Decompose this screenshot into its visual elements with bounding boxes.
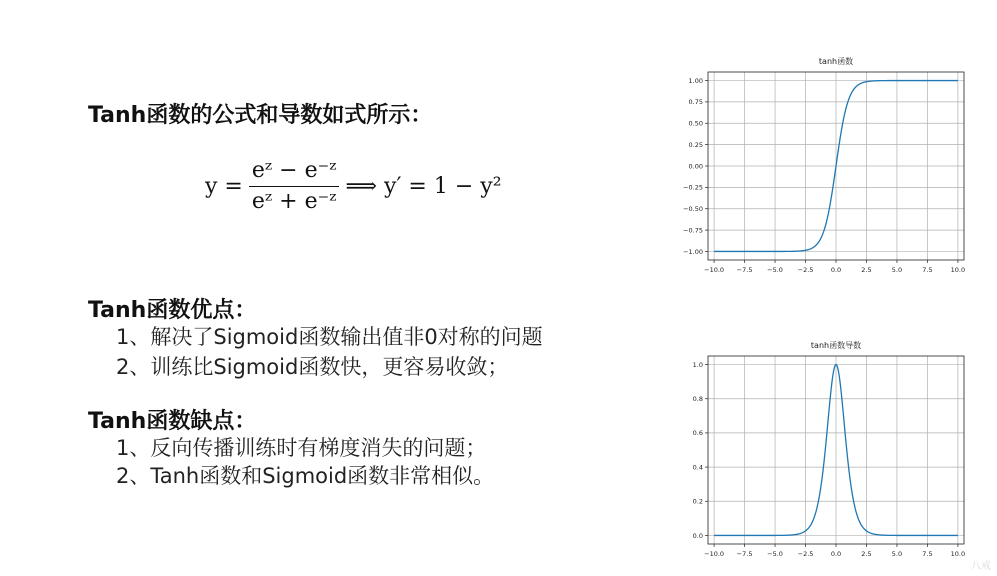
formula-fraction: [249, 158, 340, 215]
y-tick-label: 0.25: [688, 140, 703, 149]
y-tick-label: 0.00: [688, 162, 703, 171]
y-tick-label: −1.00: [683, 247, 703, 256]
tanh-derivative-chart-svg: [672, 334, 972, 566]
pros-item-1: 1、解决了Sigmoid函数输出值非0对称的问题: [116, 325, 543, 349]
y-tick-label: 0.50: [688, 119, 703, 128]
tanh-chart: [672, 50, 972, 282]
y-tick-label: 0.75: [688, 98, 703, 107]
y-tick-label: 0.6: [692, 429, 703, 438]
y-tick-label: −0.25: [683, 183, 703, 192]
formula-denominator: eᶻ + e⁻ᶻ: [251, 188, 337, 214]
tanh-formula: [205, 154, 502, 218]
tanh-chart-svg: [672, 50, 972, 282]
x-tick-label: −2.5: [797, 550, 814, 558]
x-tick-label: −7.5: [736, 266, 753, 274]
x-tick-label: −7.5: [736, 550, 753, 558]
x-tick-label: −5.0: [767, 266, 783, 274]
y-tick-label: 0.2: [692, 497, 703, 506]
y-tick-label: 0.4: [692, 463, 703, 472]
y-tick-label: 0.0: [692, 531, 703, 540]
y-tick-label: 1.0: [692, 360, 703, 369]
x-tick-label: −10.0: [704, 266, 725, 274]
formula-rhs: ⟹ y′ = 1 − y²: [345, 173, 502, 199]
cons-item-2: 2、Tanh函数和Sigmoid函数非常相似。: [116, 464, 495, 488]
formula-heading: Tanh函数的公式和导数如式所示：: [88, 103, 433, 128]
y-tick-label: −0.75: [683, 226, 703, 235]
x-tick-label: 5.0: [891, 266, 903, 274]
x-tick-label: 7.5: [922, 266, 933, 274]
y-tick-label: 0.8: [692, 395, 703, 404]
x-tick-label: 7.5: [922, 550, 933, 558]
x-tick-label: 10.0: [950, 550, 966, 558]
x-tick-label: −2.5: [797, 266, 814, 274]
formula-lhs: y =: [205, 173, 243, 199]
x-tick-label: −5.0: [767, 550, 783, 558]
cons-heading: Tanh函数缺点：: [88, 409, 257, 434]
x-tick-label: −10.0: [704, 550, 725, 558]
pros-item-2: 2、训练比Sigmoid函数快，更容易收敛；: [116, 355, 509, 379]
x-tick-label: 2.5: [861, 266, 872, 274]
chart-title: tanh函数导数: [810, 341, 862, 350]
y-tick-label: −0.50: [683, 205, 703, 214]
tanh-derivative-chart: [672, 334, 972, 566]
pros-heading: Tanh函数优点：: [88, 298, 257, 323]
y-tick-label: 1.00: [688, 76, 703, 85]
x-tick-label: 0.0: [830, 550, 842, 558]
watermark: 八戒: [971, 561, 991, 572]
formula-numerator: eᶻ − e⁻ᶻ: [249, 158, 340, 187]
x-tick-label: 2.5: [861, 550, 872, 558]
cons-item-1: 1、反向传播训练时有梯度消失的问题；: [116, 436, 487, 460]
x-tick-label: 0.0: [830, 266, 842, 274]
chart-title: tanh函数: [818, 57, 854, 66]
x-tick-label: 5.0: [891, 550, 903, 558]
x-tick-label: 10.0: [950, 266, 966, 274]
